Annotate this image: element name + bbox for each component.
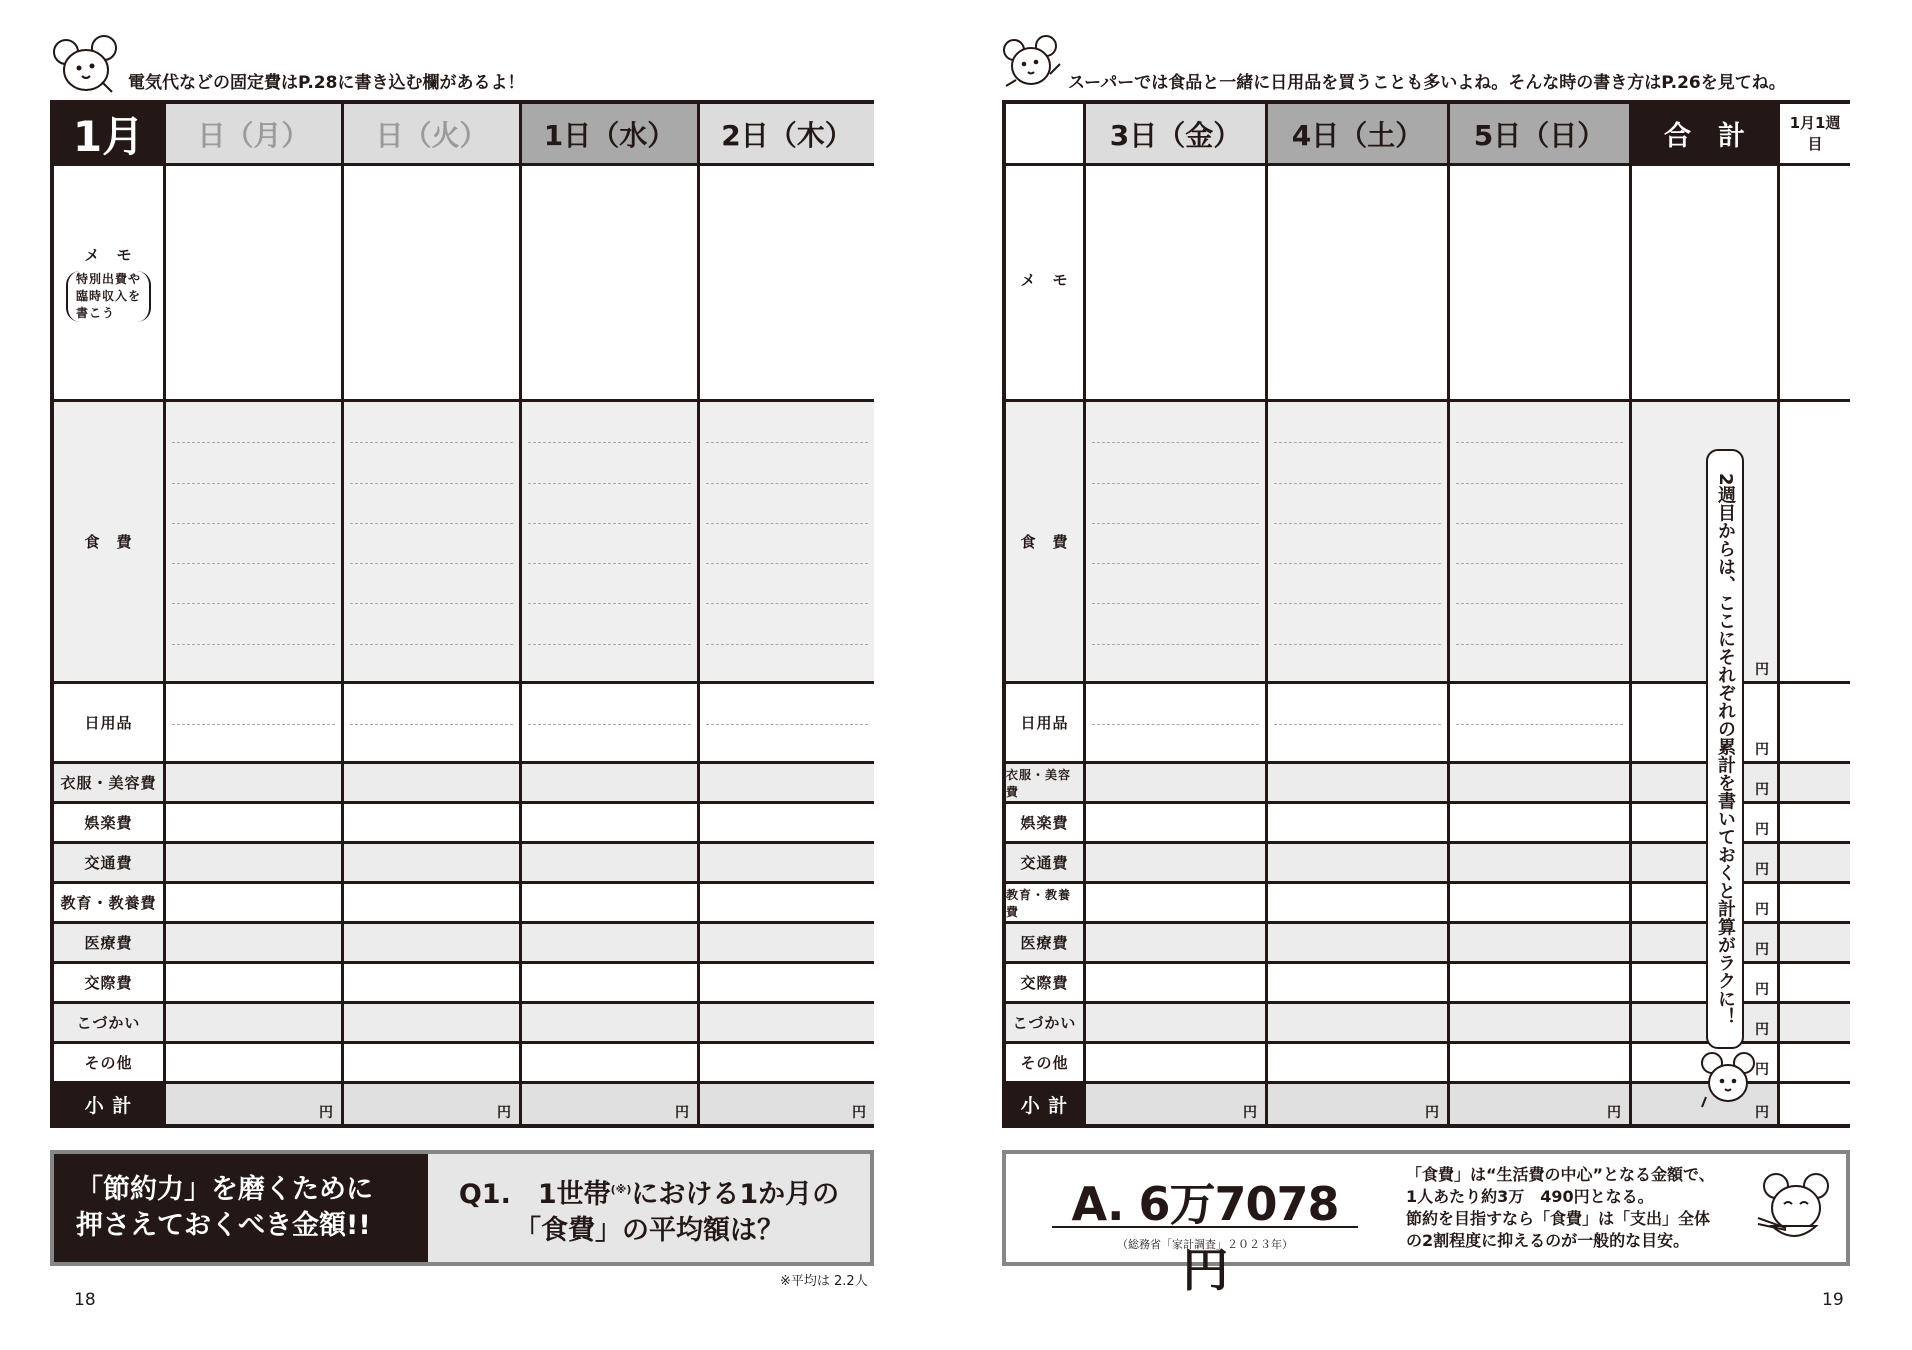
dotted-guide xyxy=(1456,603,1623,604)
tip-question-box xyxy=(50,1150,874,1266)
entry-cell[interactable] xyxy=(166,166,344,402)
subtotal-label: 小 計 xyxy=(54,1084,166,1124)
entry-cell[interactable] xyxy=(1086,402,1268,684)
entry-cell[interactable] xyxy=(700,684,874,764)
dotted-guide xyxy=(1274,442,1441,443)
dotted-guide xyxy=(706,603,868,604)
entry-cell[interactable] xyxy=(1450,844,1632,884)
category-label: 教育・教養費 xyxy=(1006,884,1086,924)
entry-cell[interactable] xyxy=(1086,964,1268,1004)
daily-goods-label: 日用品 xyxy=(54,684,166,764)
entry-cell[interactable] xyxy=(166,924,344,964)
food-label: 食 費 xyxy=(54,402,166,684)
day-header: 5日（日） xyxy=(1450,104,1632,166)
explanation-line-3: 節約を目指すなら「食費」は「支出」全体 xyxy=(1406,1209,1711,1228)
dotted-guide xyxy=(1092,523,1259,524)
ledger-table-left xyxy=(50,100,874,1128)
dotted-guide xyxy=(1092,442,1259,443)
entry-cell[interactable] xyxy=(1450,402,1632,684)
category-label: こづかい xyxy=(1006,1004,1086,1044)
dotted-guide xyxy=(172,483,335,484)
entry-cell[interactable] xyxy=(1450,964,1632,1004)
dotted-guide xyxy=(1092,563,1259,564)
dotted-guide xyxy=(350,442,513,443)
entry-cell[interactable] xyxy=(1450,884,1632,924)
entry-cell[interactable] xyxy=(1086,1004,1268,1044)
entry-cell[interactable] xyxy=(1450,804,1632,844)
footnote: ※平均は 2.2人 xyxy=(780,1274,868,1289)
category-label: 娯楽費 xyxy=(54,804,166,844)
memo-label: メ モ xyxy=(84,245,133,264)
dotted-guide xyxy=(350,644,513,645)
dotted-guide xyxy=(706,523,868,524)
entry-cell[interactable] xyxy=(1268,166,1450,402)
entry-cell[interactable] xyxy=(522,1044,700,1084)
entry-cell[interactable] xyxy=(1780,166,1850,402)
dotted-guide xyxy=(1456,644,1623,645)
right-page xyxy=(956,0,1912,1350)
explanation-line-4: の2割程度に抑えるのが一般的な目安。 xyxy=(1406,1231,1690,1250)
dotted-guide xyxy=(706,442,868,443)
dotted-guide xyxy=(172,603,335,604)
dotted-guide xyxy=(706,644,868,645)
mouse-eating-icon xyxy=(1754,1168,1834,1250)
yen-unit: 円 xyxy=(319,1105,333,1121)
category-label: 交通費 xyxy=(1006,844,1086,884)
entry-cell[interactable] xyxy=(166,764,344,804)
entry-cell[interactable] xyxy=(1780,1044,1850,1084)
dotted-guide xyxy=(1092,603,1259,604)
dotted-guide xyxy=(1274,724,1441,725)
category-label: 医療費 xyxy=(54,924,166,964)
tip-heading-line-2: 押さえておくべき金額!! xyxy=(76,1210,371,1241)
category-label: 教育・教養費 xyxy=(54,884,166,924)
dotted-guide xyxy=(1274,644,1441,645)
entry-cell[interactable] xyxy=(700,1044,874,1084)
entry-cell[interactable] xyxy=(166,884,344,924)
yen-unit: 円 xyxy=(852,1105,866,1121)
entry-cell[interactable] xyxy=(1268,684,1450,764)
entry-cell[interactable] xyxy=(700,1004,874,1044)
tip-heading-line-1: 「節約力」を磨くために xyxy=(76,1174,373,1205)
dotted-guide xyxy=(172,442,335,443)
dotted-guide xyxy=(528,442,691,443)
entry-cell[interactable] xyxy=(1086,764,1268,804)
dotted-guide xyxy=(528,523,691,524)
vertical-tip-text: 2週目からは、ここにそれぞれの累計を書いておくと計算がラクに！ xyxy=(1715,472,1736,1026)
mouse-mascot-icon xyxy=(52,34,122,100)
entry-cell[interactable] xyxy=(344,1004,522,1044)
entry-cell[interactable] xyxy=(1086,684,1268,764)
question-line-1 xyxy=(428,1172,870,1213)
dotted-guide xyxy=(1274,483,1441,484)
dotted-guide xyxy=(1456,523,1623,524)
entry-cell[interactable] xyxy=(522,166,700,402)
entry-cell[interactable] xyxy=(1450,1044,1632,1084)
explanation xyxy=(1406,1164,1715,1252)
entry-cell[interactable] xyxy=(344,884,522,924)
entry-cell[interactable] xyxy=(166,844,344,884)
dotted-guide xyxy=(1456,563,1623,564)
entry-cell[interactable] xyxy=(1632,166,1780,402)
entry-cell[interactable] xyxy=(344,684,522,764)
total-header: 合 計 xyxy=(1632,104,1780,166)
entry-cell[interactable] xyxy=(1268,764,1450,804)
entry-cell[interactable] xyxy=(1780,804,1850,844)
entry-cell[interactable] xyxy=(522,1004,700,1044)
entry-cell[interactable] xyxy=(1268,924,1450,964)
day-header: 日（月） xyxy=(166,104,344,166)
dotted-guide xyxy=(1456,724,1623,725)
yen-unit: 円 xyxy=(1755,1062,1769,1078)
yen-unit: 円 xyxy=(1755,982,1769,998)
category-label: その他 xyxy=(1006,1044,1086,1084)
page-number: 19 xyxy=(1822,1290,1844,1310)
memo-subnote xyxy=(66,271,151,322)
yen-unit: 円 xyxy=(1425,1105,1439,1121)
entry-cell[interactable] xyxy=(522,764,700,804)
day-header: 3日（金） xyxy=(1086,104,1268,166)
entry-cell[interactable] xyxy=(1450,764,1632,804)
question-asterisk: (※) xyxy=(610,1183,632,1196)
week-label: 1月1週目 xyxy=(1780,104,1850,166)
dotted-guide xyxy=(1456,442,1623,443)
category-label: こづかい xyxy=(54,1004,166,1044)
question-area xyxy=(428,1154,870,1262)
entry-cell[interactable] xyxy=(1780,844,1850,884)
dotted-guide xyxy=(350,603,513,604)
entry-cell[interactable] xyxy=(700,924,874,964)
category-label: 交通費 xyxy=(54,844,166,884)
entry-cell[interactable] xyxy=(522,964,700,1004)
entry-cell[interactable] xyxy=(1780,964,1850,1004)
yen-unit: 円 xyxy=(675,1105,689,1121)
header-note: 電気代などの固定費はP.28に書き込む欄があるよ！ xyxy=(128,73,525,93)
entry-cell[interactable] xyxy=(1086,884,1268,924)
entry-cell[interactable] xyxy=(166,964,344,1004)
entry-cell[interactable] xyxy=(522,884,700,924)
answer-text: A. 6万7078円 xyxy=(1071,1177,1339,1297)
dotted-guide xyxy=(1274,563,1441,564)
entry-cell[interactable] xyxy=(1086,166,1268,402)
mouse-peeking-icon xyxy=(1700,1049,1758,1111)
dotted-guide xyxy=(350,483,513,484)
day-header: 2日（木） xyxy=(700,104,874,166)
category-label: 交際費 xyxy=(54,964,166,1004)
entry-cell[interactable] xyxy=(344,402,522,684)
entry-cell[interactable] xyxy=(700,804,874,844)
subtotal-cell[interactable] xyxy=(1780,1084,1850,1124)
header-note: スーパーでは食品と一緒に日用品を買うことも多いよね。そんな時の書き方はP.26を見てね。 xyxy=(1068,73,1786,93)
yen-unit: 円 xyxy=(1755,902,1769,918)
day-header: 4日（土） xyxy=(1268,104,1450,166)
entry-cell[interactable] xyxy=(1268,1004,1450,1044)
entry-cell[interactable] xyxy=(344,964,522,1004)
entry-cell[interactable] xyxy=(522,924,700,964)
entry-cell[interactable] xyxy=(166,402,344,684)
yen-unit: 円 xyxy=(1755,662,1769,678)
dotted-guide xyxy=(528,603,691,604)
dotted-guide xyxy=(528,483,691,484)
subtotal-cell[interactable] xyxy=(1268,1084,1450,1124)
yen-unit: 円 xyxy=(1755,742,1769,758)
entry-cell[interactable] xyxy=(166,1004,344,1044)
subtotal-cell[interactable] xyxy=(1086,1084,1268,1124)
category-label: 娯楽費 xyxy=(1006,804,1086,844)
header-corner xyxy=(1006,104,1086,166)
entry-cell[interactable] xyxy=(700,764,874,804)
entry-cell[interactable] xyxy=(1086,1044,1268,1084)
entry-cell[interactable] xyxy=(700,844,874,884)
dotted-guide xyxy=(350,563,513,564)
entry-cell[interactable] xyxy=(1450,684,1632,764)
yen-unit: 円 xyxy=(497,1105,511,1121)
entry-cell[interactable] xyxy=(700,166,874,402)
memo-label: メ モ xyxy=(1020,271,1069,289)
category-label: 医療費 xyxy=(1006,924,1086,964)
entry-cell[interactable] xyxy=(1268,804,1450,844)
day-header: 日（火） xyxy=(344,104,522,166)
memo-label-cell xyxy=(1006,166,1086,402)
entry-cell[interactable] xyxy=(344,804,522,844)
subtotal-cell[interactable] xyxy=(700,1084,874,1124)
category-label: 衣服・美容費 xyxy=(54,764,166,804)
entry-cell[interactable] xyxy=(522,402,700,684)
yen-unit: 円 xyxy=(1755,1022,1769,1038)
ledger-table-right xyxy=(1002,100,1850,1128)
category-label: その他 xyxy=(54,1044,166,1084)
dotted-guide xyxy=(1274,603,1441,604)
entry-cell[interactable] xyxy=(700,884,874,924)
daily-goods-label: 日用品 xyxy=(1006,684,1086,764)
yen-unit: 円 xyxy=(1755,942,1769,958)
entry-cell[interactable] xyxy=(1780,402,1850,684)
dotted-guide xyxy=(528,644,691,645)
entry-cell[interactable] xyxy=(522,844,700,884)
month-label: 1月 xyxy=(54,104,166,166)
entry-cell[interactable] xyxy=(1268,964,1450,1004)
dotted-guide xyxy=(172,563,335,564)
category-label: 衣服・美容費 xyxy=(1006,764,1086,804)
entry-cell[interactable] xyxy=(1268,844,1450,884)
page-number: 18 xyxy=(74,1290,96,1310)
entry-cell[interactable] xyxy=(522,684,700,764)
entry-cell[interactable] xyxy=(1268,1044,1450,1084)
entry-cell[interactable] xyxy=(166,804,344,844)
memo-label-cell xyxy=(54,166,166,402)
entry-cell[interactable] xyxy=(344,844,522,884)
tip-heading xyxy=(54,1154,428,1262)
vertical-tip xyxy=(1706,449,1744,1049)
entry-cell[interactable] xyxy=(1780,884,1850,924)
dotted-guide xyxy=(172,523,335,524)
entry-cell[interactable] xyxy=(344,764,522,804)
dotted-guide xyxy=(1092,644,1259,645)
entry-cell[interactable] xyxy=(344,924,522,964)
entry-cell[interactable] xyxy=(1086,844,1268,884)
question-prefix: Q1. 1世帯 xyxy=(458,1179,611,1210)
dotted-guide xyxy=(706,563,868,564)
answer-underline xyxy=(1052,1226,1358,1228)
dotted-guide xyxy=(350,523,513,524)
entry-cell[interactable] xyxy=(1450,924,1632,964)
yen-unit: 円 xyxy=(1755,782,1769,798)
dotted-guide xyxy=(1274,523,1441,524)
explanation-line-1: 「食費」は“生活費の中心”となる金額で、 xyxy=(1406,1165,1715,1184)
dotted-guide xyxy=(706,724,868,725)
explanation-line-2: 1人あたり約3万 490円となる。 xyxy=(1406,1187,1654,1206)
yen-unit: 円 xyxy=(1755,862,1769,878)
food-label: 食 費 xyxy=(1006,402,1086,684)
day-header: 1日（水） xyxy=(522,104,700,166)
subtotal-label: 小 計 xyxy=(1006,1084,1086,1124)
dotted-guide xyxy=(528,724,691,725)
memo-subnote-line: 特別出費や xyxy=(75,271,141,286)
entry-cell[interactable] xyxy=(1780,1004,1850,1044)
subtotal-cell[interactable] xyxy=(344,1084,522,1124)
mouse-mascot-icon xyxy=(1002,34,1064,98)
memo-subnote-line: 臨時収入を xyxy=(75,288,141,303)
yen-unit: 円 xyxy=(1755,822,1769,838)
entry-cell[interactable] xyxy=(166,1044,344,1084)
entry-cell[interactable] xyxy=(344,166,522,402)
dotted-guide xyxy=(172,644,335,645)
dotted-guide xyxy=(1092,724,1259,725)
dotted-guide xyxy=(1456,483,1623,484)
entry-cell[interactable] xyxy=(1780,924,1850,964)
yen-unit: 円 xyxy=(1755,1105,1769,1121)
entry-cell[interactable] xyxy=(522,804,700,844)
entry-cell[interactable] xyxy=(1450,166,1632,402)
yen-unit: 円 xyxy=(1607,1105,1621,1121)
yen-unit: 円 xyxy=(1243,1105,1257,1121)
dotted-guide xyxy=(528,563,691,564)
dotted-guide xyxy=(1092,483,1259,484)
entry-cell[interactable] xyxy=(166,684,344,764)
question-line-2: 「食費」の平均額は？ xyxy=(514,1215,784,1246)
dotted-guide xyxy=(706,483,868,484)
subtotal-cell[interactable] xyxy=(522,1084,700,1124)
category-label: 交際費 xyxy=(1006,964,1086,1004)
entry-cell[interactable] xyxy=(1086,924,1268,964)
dotted-guide xyxy=(350,724,513,725)
question-suffix: における1か月の xyxy=(631,1179,840,1210)
dotted-guide xyxy=(172,724,335,725)
subtotal-cell[interactable] xyxy=(1450,1084,1632,1124)
entry-cell[interactable] xyxy=(1268,402,1450,684)
answer-source: （総務省「家計調査」２０２３年） xyxy=(1117,1238,1293,1251)
entry-cell[interactable] xyxy=(1268,884,1450,924)
entry-cell[interactable] xyxy=(700,964,874,1004)
answer-box xyxy=(1002,1150,1850,1297)
entry-cell[interactable] xyxy=(1780,764,1850,804)
entry-cell[interactable] xyxy=(344,1044,522,1084)
subtotal-cell[interactable] xyxy=(166,1084,344,1124)
entry-cell[interactable] xyxy=(1780,684,1850,764)
entry-cell[interactable] xyxy=(1086,804,1268,844)
entry-cell[interactable] xyxy=(700,402,874,684)
memo-subnote-line: 書こう xyxy=(75,305,115,320)
entry-cell[interactable] xyxy=(1450,1004,1632,1044)
